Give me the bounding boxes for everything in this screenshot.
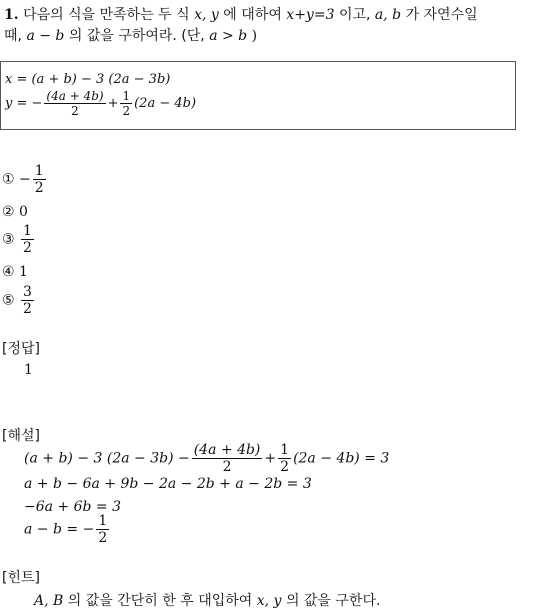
choice-4: ④ 1 xyxy=(2,264,28,280)
choice-2: ② 0 xyxy=(2,204,28,220)
x-expression: x = (a + b) − 3 (2a − 3b) xyxy=(5,72,171,87)
explanation-line-2: a + b − 6a + 9b − 2a − 2b + a − 2b = 3 xyxy=(24,476,312,492)
choice-5: ⑤ $\frac{3}{2}$ xyxy=(2,284,32,317)
hint-text: A, B 의 값을 간단히 한 후 대입하여 x, y 의 값을 구한다. xyxy=(34,593,381,609)
explanation-line-4: a − b = − $\frac{1}{2}$ xyxy=(24,513,108,546)
answer-label: [정답] xyxy=(2,341,40,357)
y-expression: y = − $\frac{(4a + 4b)}{2}$ + $\frac{1}{2}$ (2a − 4b) xyxy=(5,89,197,118)
question-number: 1. xyxy=(4,7,19,23)
explanation-label: [해설] xyxy=(2,428,40,444)
explanation-line-1: (a + b) − 3 (2a − 3b) − $\frac{(4a + 4b)}{2}$ + $\frac{1}{2}$ (2a − 4b) = 3 xyxy=(24,442,390,475)
explanation-line-3: −6a + 6b = 3 xyxy=(24,499,122,515)
question-line-1: 1. 다음의 식을 만족하는 두 식 x, y 에 대하여 x+y=3 이고, a, b 가 자연수일 xyxy=(4,7,478,23)
answer-value: 1 xyxy=(24,362,33,378)
choice-3: ③ $\frac{1}{2}$ xyxy=(2,223,32,256)
hint-label: [힌트] xyxy=(2,570,40,586)
choice-1: ① − $\frac{1}{2}$ xyxy=(2,163,44,196)
question-line-2: 때, a − b 의 값을 구하여라. (단, a > b ) xyxy=(4,28,258,44)
